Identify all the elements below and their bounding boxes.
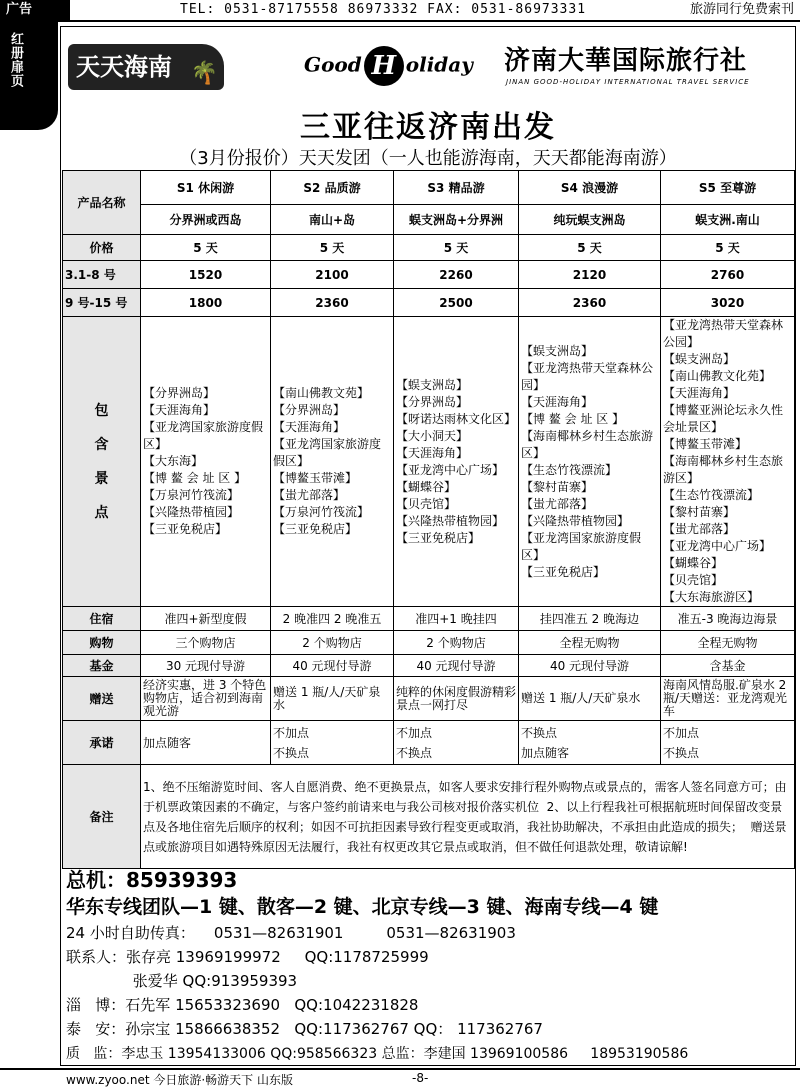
list-item: 【贝壳馆】 — [663, 573, 724, 587]
shopping: 全程无购物 — [661, 631, 795, 655]
list-item: 【蝴蝶谷】 — [396, 479, 457, 494]
price-period-1: 2120 — [519, 261, 661, 289]
list-item: 不加点 — [396, 725, 433, 740]
list-item: 不换点 — [663, 745, 700, 760]
promise — [519, 721, 661, 765]
notes: 1、绝不压缩游览时间、客人自愿消费、绝不更换景点，如客人要求安排行程外购物点或景点的，需客人签名同意方可；由于机票政策因素的不确定，与客户签约前请来电与我公司核对报价落实机位 2、以上行程我社可根据航班时间保留改变景点及各地住宿先后顺序的权利；如因不可抗拒因素导致行程变更或取消，我社协助解决，不承担由此造成的损失； 赠送景点或旅游项目如遇特殊原因无法履行，我社有权更改其它景点或取消，但不做任何退款处理，敬请谅解! — [141, 765, 795, 869]
list-item: 加点随客 — [143, 735, 192, 750]
list-item: 加点随客 — [521, 745, 570, 760]
attractions-list — [394, 317, 519, 607]
contact-zibo: 淄 博：石先军 15653323690 QQ:1042231828 — [66, 996, 419, 1014]
list-item: 【三亚免税店】 — [521, 564, 606, 579]
gift: 海南风情岛服.矿泉水 2 瓶/天赠送：亚龙湾观光车 — [661, 677, 795, 721]
product-route: 蜈支洲岛+分界洲 — [394, 205, 519, 235]
list-item: 【万泉河竹筏流】 — [273, 505, 370, 519]
tiantian-hainan-logo: 天天海南 🌴 — [68, 44, 224, 90]
notes-label: 备注 — [63, 765, 141, 869]
hotel: 准四+新型度假 — [141, 607, 271, 631]
list-item: 【分界洲岛】 — [143, 386, 216, 400]
gift: 纯粹的休闲度假游精彩景点一网打尽 — [394, 677, 519, 721]
product-name: S5 至尊游 — [661, 171, 795, 205]
price-period-2: 1800 — [141, 289, 271, 317]
list-item: 【分界洲岛】 — [273, 403, 346, 417]
list-item: 【天涯海角】 — [273, 420, 346, 434]
side-tab — [0, 22, 58, 130]
list-item: 【博 鳌 会 址 区 】 — [521, 411, 625, 426]
list-item: 【兴隆热带植物园】 — [396, 513, 505, 528]
list-item: 【兴隆热带植园】 — [143, 505, 240, 519]
list-item: 【博 鳌 会 址 区 】 — [143, 471, 247, 485]
phone-fax: TEL: 0531-87175558 86973332 FAX: 0531-86973331 — [180, 2, 587, 17]
list-item: 【蝴蝶谷】 — [663, 556, 724, 570]
promise — [141, 721, 271, 765]
shopping: 2 个购物店 — [394, 631, 519, 655]
list-item: 【南山佛教文化苑】 — [663, 369, 772, 383]
hotel-label: 住宿 — [63, 607, 141, 631]
list-item: 【蚩尤部落】 — [663, 522, 736, 536]
hotline: 总机：85939393 — [66, 868, 238, 892]
promise — [661, 721, 795, 765]
attractions-list — [141, 317, 271, 607]
duration: 5 天 — [661, 235, 795, 261]
price-period-2: 2360 — [271, 289, 394, 317]
attractions-list — [661, 317, 795, 607]
fund: 30 元现付导游 — [141, 655, 271, 677]
list-item: 【呀诺达雨林文化区】 — [396, 411, 517, 426]
list-item: 【天涯海角】 — [143, 403, 216, 417]
footer-site: www.zyoo.net 今日旅游·畅游天下 山东版 — [66, 1073, 293, 1087]
fund: 40 元现付导游 — [271, 655, 394, 677]
gift: 经济实惠，进 3 个特色购物店，适合初到海南观光游 — [141, 677, 271, 721]
product-name: S2 品质游 — [271, 171, 394, 205]
list-item: 【大东海】 — [143, 454, 204, 468]
footer — [0, 1068, 800, 1088]
shopping-label: 购物 — [63, 631, 141, 655]
company-name: 济南大華国际旅行社 — [504, 46, 748, 76]
product-name: S4 浪漫游 — [519, 171, 661, 205]
product-route: 分界洲或西岛 — [141, 205, 271, 235]
top-banner — [0, 0, 800, 22]
hotel: 2 晚准四 2 晚准五 — [271, 607, 394, 631]
price-period-1: 1520 — [141, 261, 271, 289]
contact-taian: 泰 安：孙宗宝 15866638352 QQ:117362767 QQ： 117362767 — [66, 1020, 543, 1038]
contact-person-2: 张爱华 QQ:913959393 — [66, 972, 298, 990]
ad-tag: 广告 — [0, 0, 70, 20]
list-item: 【大东海旅游区】 — [663, 590, 760, 604]
list-item: 【黎村苗寨】 — [663, 505, 736, 519]
page-number: -8- — [412, 1071, 429, 1085]
palm-tree-icon: 🌴 — [190, 60, 218, 86]
fax-line: 24 小时自助传真： 0531—82631901 0531—82631903 — [66, 924, 516, 942]
duration: 5 天 — [141, 235, 271, 261]
period-1-label: 3.1-8 号 — [63, 261, 141, 289]
list-item: 【南山佛教文苑】 — [273, 386, 370, 400]
fund: 含基金 — [661, 655, 795, 677]
promise — [394, 721, 519, 765]
promise — [271, 721, 394, 765]
product-name: S1 休闲游 — [141, 171, 271, 205]
shopping: 三个购物店 — [141, 631, 271, 655]
list-item: 【蜈支洲岛】 — [396, 377, 469, 392]
promise-label: 承诺 — [63, 721, 141, 765]
list-item: 【亚龙湾国家旅游度假区】 — [521, 530, 642, 562]
duration: 5 天 — [271, 235, 394, 261]
gift: 赠送 1 瓶/人/天矿泉水 — [271, 677, 394, 721]
list-item: 不换点 — [521, 725, 558, 740]
price-period-1: 2100 — [271, 261, 394, 289]
gift: 赠送 1 瓶/人/天矿泉水 — [519, 677, 661, 721]
list-item: 【天涯海角】 — [396, 445, 469, 460]
product-route: 蜈支洲.南山 — [661, 205, 795, 235]
list-item: 不加点 — [663, 725, 700, 740]
shopping: 全程无购物 — [519, 631, 661, 655]
hotel: 准四+1 晚挂四 — [394, 607, 519, 631]
side-tab-label: 红册扉页 — [8, 32, 23, 88]
header — [64, 32, 792, 100]
list-item: 【生态竹筏漂流】 — [663, 488, 760, 502]
price-table — [62, 170, 795, 869]
list-item: 【亚龙湾中心广场】 — [663, 539, 772, 553]
attractions-list — [271, 317, 394, 607]
list-item: 【蚩尤部落】 — [273, 488, 346, 502]
list-item: 【亚龙湾中心广场】 — [396, 462, 505, 477]
product-name-label: 产品名称 — [63, 171, 141, 235]
duration: 5 天 — [394, 235, 519, 261]
list-item: 【三亚免税店】 — [273, 522, 358, 536]
hotel: 挂四准五 2 晚海边 — [519, 607, 661, 631]
price-period-2: 2500 — [394, 289, 519, 317]
list-item: 【生态竹筏漂流】 — [521, 462, 618, 477]
list-item: 【亚龙湾国家旅游度假区】 — [143, 420, 264, 451]
list-item: 不换点 — [273, 745, 310, 760]
list-item: 【大小洞天】 — [396, 428, 469, 443]
list-item: 【三亚免税店】 — [396, 530, 481, 545]
list-item: 【海南椰林乡村生态旅游区】 — [521, 428, 654, 460]
gift-label: 赠送 — [63, 677, 141, 721]
list-item: 【博鳌玉带滩】 — [273, 471, 358, 485]
company-english-name: JINAN GOOD-HOLIDAY INTERNATIONAL TRAVEL SERVICE — [506, 78, 750, 86]
contact-person-1: 联系人：张存亮 13969199972 QQ:1178725999 — [66, 948, 429, 966]
contact-quality: 质 监：李忠玉 13954133006 QQ:958566323 总监：李建国 13969100586 18953190586 — [66, 1046, 689, 1062]
list-item: 【天涯海角】 — [521, 394, 594, 409]
list-item: 【蚩尤部落】 — [521, 496, 594, 511]
page-title: 三亚往返济南出发 — [300, 110, 556, 145]
list-item: 【博鳌亚洲论坛永久性会址景区】 — [663, 403, 784, 434]
phone-lines: 华东专线团队—1 键、散客—2 键、北京专线—3 键、海南专线—4 键 — [66, 896, 659, 918]
list-item: 【亚龙湾热带天堂森林公园】 — [663, 318, 784, 349]
h-circle-icon: H — [364, 46, 404, 86]
attractions-list — [519, 317, 661, 607]
hotel: 准五-3 晚海边海景 — [661, 607, 795, 631]
list-item: 【三亚免税店】 — [143, 522, 228, 536]
price-period-2: 2360 — [519, 289, 661, 317]
product-route: 纯玩蜈支洲岛 — [519, 205, 661, 235]
fund: 40 元现付导游 — [519, 655, 661, 677]
list-item: 【蜈支洲岛】 — [663, 352, 736, 366]
price-label: 价格 — [63, 235, 141, 261]
period-2-label: 9 号-15 号 — [63, 289, 141, 317]
good-holiday-logo: Good H oliday — [304, 46, 473, 86]
price-period-1: 2260 — [394, 261, 519, 289]
list-item: 【贝壳馆】 — [396, 496, 457, 511]
list-item: 不换点 — [396, 745, 433, 760]
list-item: 【兴隆热带植物园】 — [521, 513, 630, 528]
list-item: 【亚龙湾热带天堂森林公园】 — [521, 360, 654, 392]
shopping: 2 个购物店 — [271, 631, 394, 655]
free-catalog-note: 旅游同行免费索刊 — [689, 2, 794, 17]
list-item: 【博鳌玉带滩】 — [663, 437, 748, 451]
list-item: 【分界洲岛】 — [396, 394, 469, 409]
page-subtitle: （3月份报价）天天发团（一人也能游海南，天天都能海南游） — [179, 148, 677, 169]
list-item: 【天涯海角】 — [663, 386, 736, 400]
list-item: 【黎村苗寨】 — [521, 479, 594, 494]
fund: 40 元现付导游 — [394, 655, 519, 677]
list-item: 不加点 — [273, 725, 310, 740]
list-item: 【万泉河竹筏流】 — [143, 488, 240, 502]
list-item: 【亚龙湾国家旅游度假区】 — [273, 437, 382, 468]
fund-label: 基金 — [63, 655, 141, 677]
price-period-2: 3020 — [661, 289, 795, 317]
list-item: 【海南椰林乡村生态旅游区】 — [663, 454, 784, 485]
duration: 5 天 — [519, 235, 661, 261]
list-item: 【蜈支洲岛】 — [521, 343, 594, 358]
product-name: S3 精品游 — [394, 171, 519, 205]
attractions-label: 包 含 景 点 — [63, 317, 141, 607]
price-period-1: 2760 — [661, 261, 795, 289]
product-route: 南山+岛 — [271, 205, 394, 235]
